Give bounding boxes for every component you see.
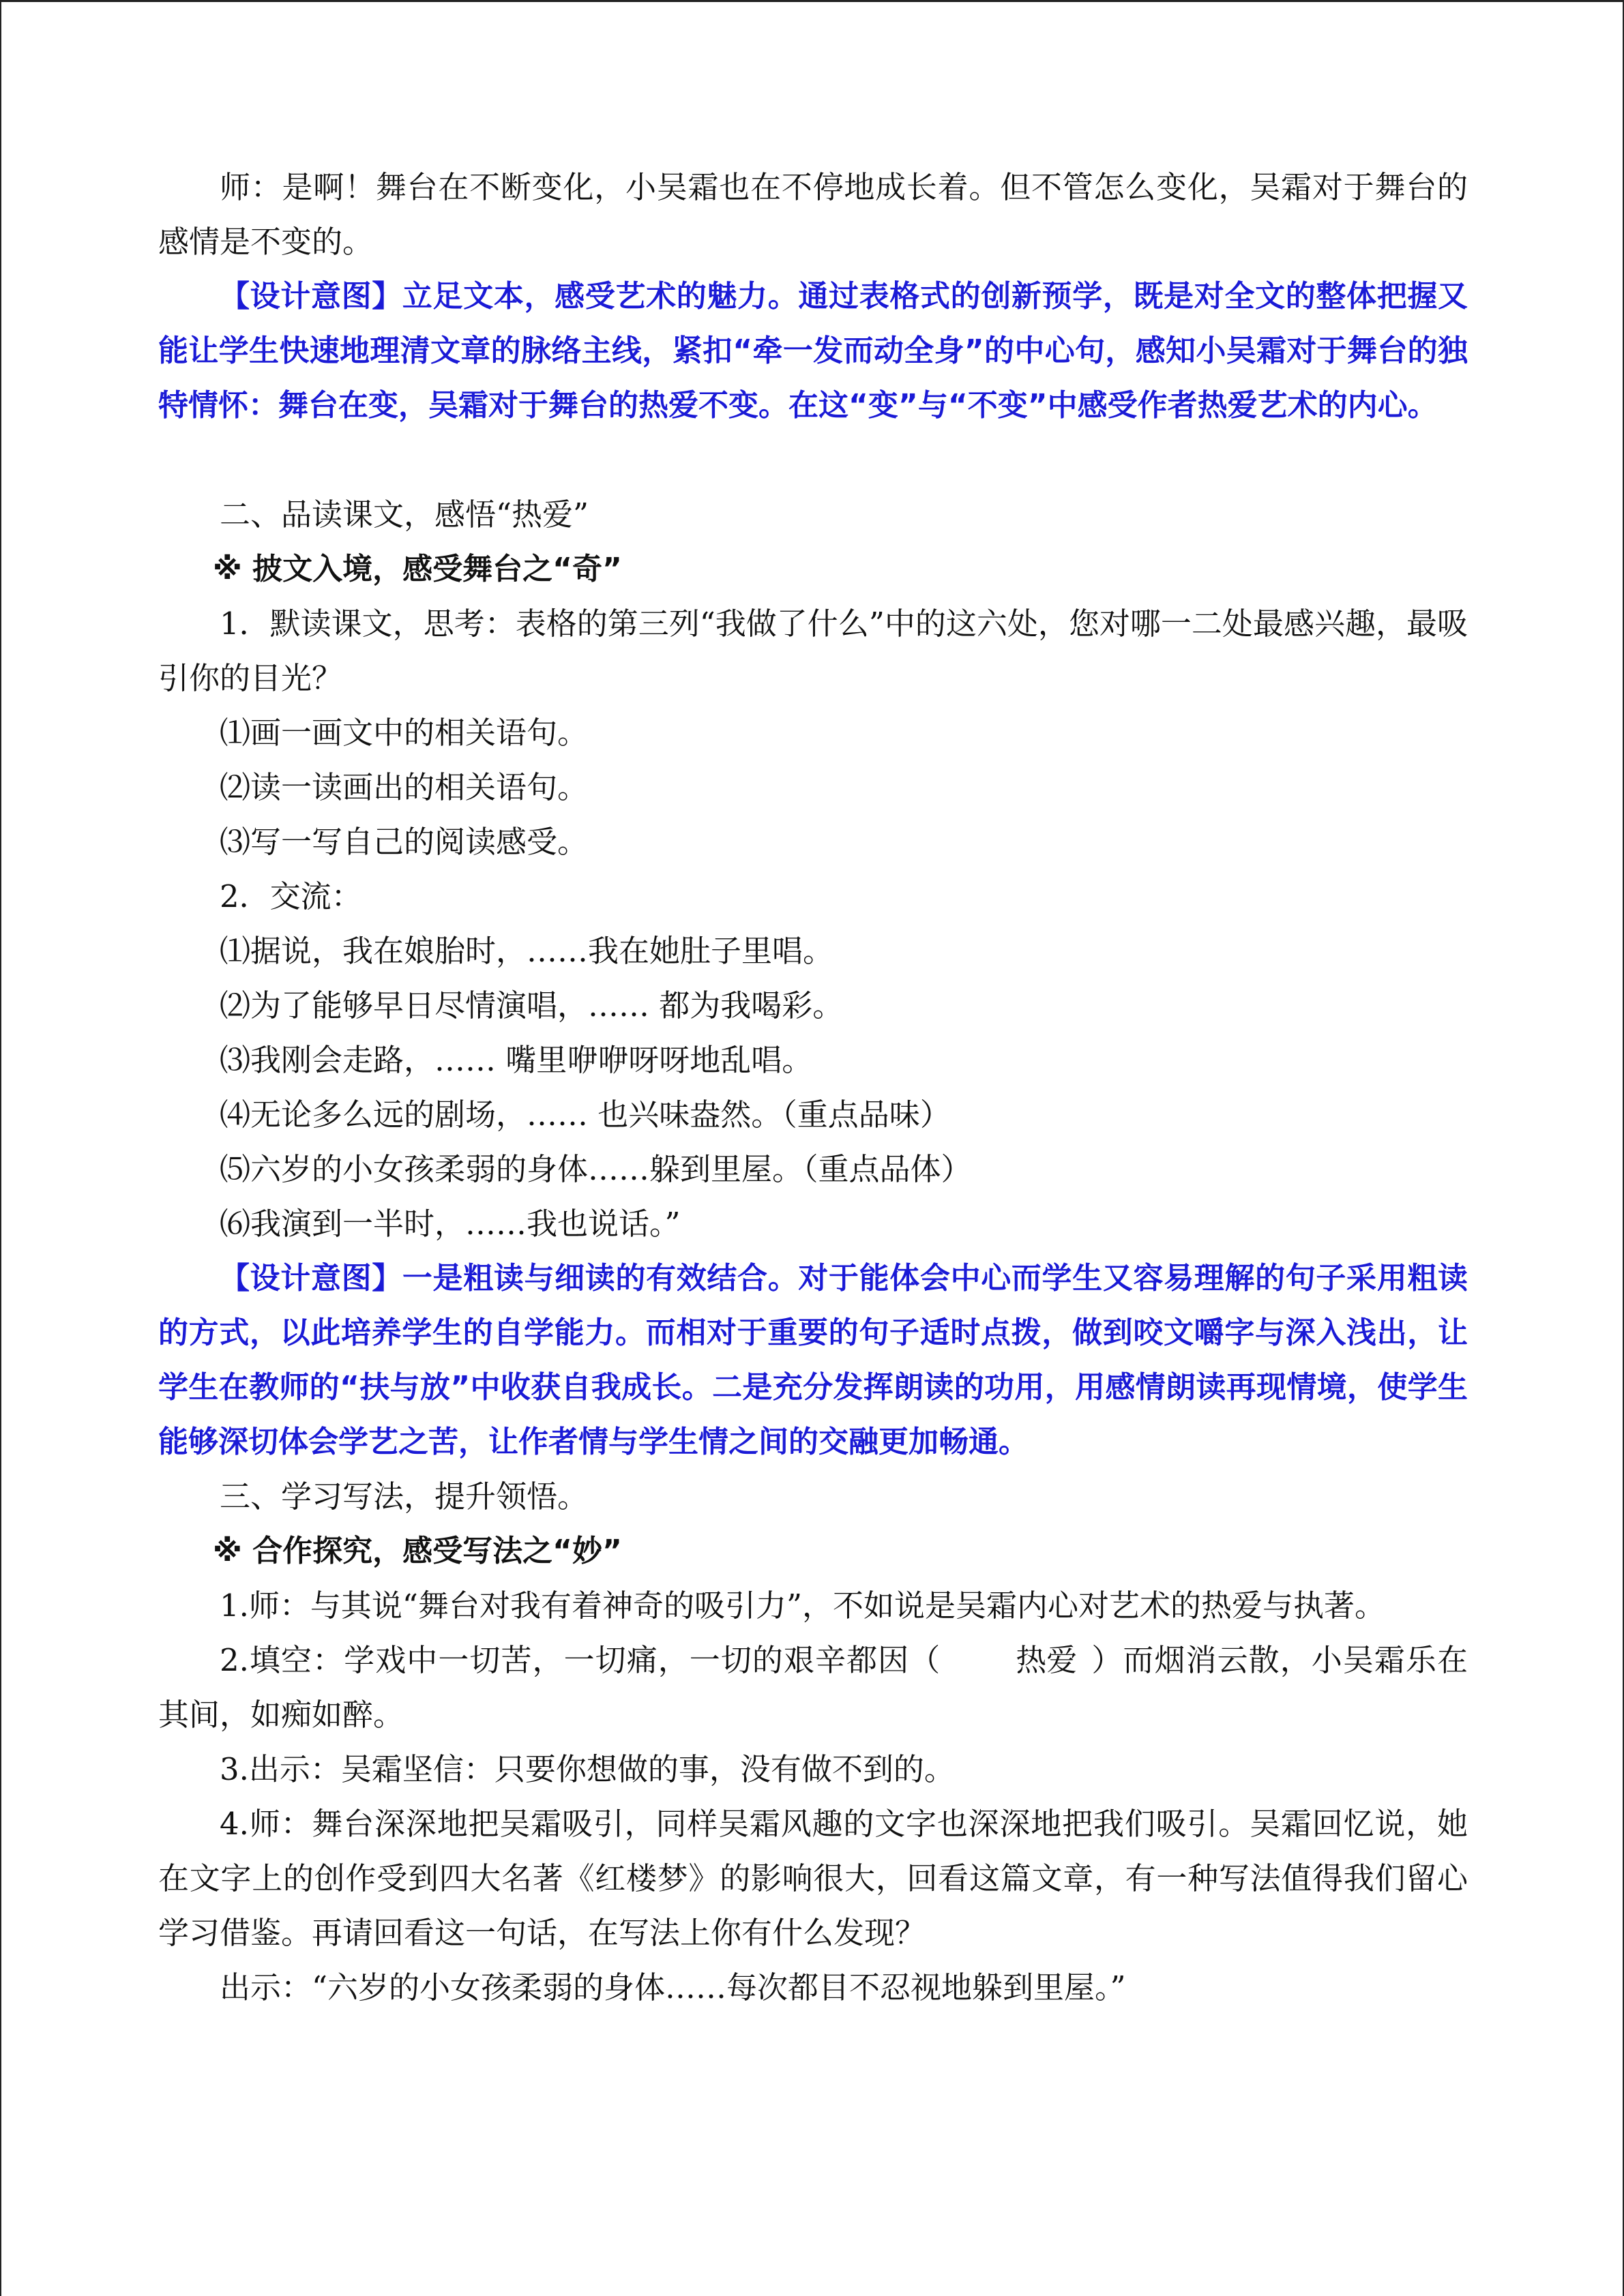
fill-blank-answer: 热爱	[1016, 1642, 1078, 1678]
question-2-item: ⑴据说，我在娘胎时，……我在她肚子里唱。	[220, 933, 834, 969]
question-2-item: ⑷无论多么远的剧场，…… 也兴味盎然。（重点品味）	[220, 1097, 951, 1133]
task-2	[158, 1633, 1468, 1742]
question-2: 2．交流：	[220, 878, 362, 914]
question-2-item: ⑵为了能够早日尽情演唱，…… 都为我喝彩。	[220, 987, 844, 1024]
question-2-item: ⑸六岁的小女孩柔弱的身体……躲到里屋。（重点品体）	[220, 1151, 972, 1187]
task-1: 1.师：与其说“舞台对我有着神奇的吸引力”，不如说是吴霜内心对艺术的热爱与执著。	[220, 1587, 1385, 1624]
design-intent-2: 【设计意图】一是粗读与细读的有效结合。对于能体会中心而学生又容易理解的句子采用粗读的方式，以此培养学生的自学能力。而相对于重要的句子适时点拨，做到咬文嚼字与深入浅出，让学生在教师的“扶与放”中收获自我成长。二是充分发挥朗读的功用，用感情朗读再现情境，使学生能够深切体会学艺之苦，让作者情与学生情之间的交融更加畅通。	[158, 1261, 1468, 1459]
subheading-3: ※ 合作探究，感受写法之“妙”	[213, 1534, 622, 1568]
subheading-2: ※ 披文入境，感受舞台之“奇”	[213, 552, 622, 586]
question-1-item: ⑶写一写自己的阅读感受。	[220, 824, 589, 860]
task-2-text-b: ）而烟消云散，小吴霜乐在其间，如痴如醉。	[158, 1642, 1468, 1733]
task-2-text-a: 2.填空：学戏中一切苦，一切痛，一切的艰辛都因（	[220, 1642, 941, 1678]
question-1-item: ⑵读一读画出的相关语句。	[220, 769, 589, 805]
section-heading-3: 三、学习写法，提升领悟。	[220, 1478, 589, 1515]
question-2-item: ⑶我刚会走路，…… 嘴里咿咿呀呀地乱唱。	[220, 1042, 813, 1078]
task-5-quote: 出示：“六岁的小女孩柔弱的身体……每次都目不忍视地躲到里屋。”	[220, 1969, 1126, 2006]
spacer	[158, 433, 1468, 488]
question-1-item: ⑴画一画文中的相关语句。	[220, 715, 589, 751]
task-4: 4.师：舞台深深地把吴霜吸引，同样吴霜风趣的文字也深深地把我们吸引。吴霜回忆说，她在文字上的创作受到四大名著《红楼梦》的影响很大，回看这篇文章，有一种写法值得我们留心学习借鉴。再请回看这一句话，在写法上你有什么发现？	[158, 1806, 1468, 1951]
section-heading-2: 二、品读课文，感悟“热爱”	[220, 496, 589, 533]
document-body	[158, 160, 1468, 2015]
question-1: 1．默读课文，思考：表格的第三列“我做了什么”中的这六处，您对哪一二处最感兴趣，最吸引你的目光？	[158, 606, 1468, 696]
question-2-item: ⑹我演到一半时，……我也说话。”	[220, 1206, 681, 1242]
design-intent-1: 【设计意图】立足文本，感受艺术的魅力。通过表格式的创新预学，既是对全文的整体把握又能让学生快速地理清文章的脉络主线，紧扣“牵一发而动全身”的中心句，感知小吴霜对于舞台的独特情怀：舞台在变，吴霜对于舞台的热爱不变。在这“变”与“不变”中感受作者热爱艺术的内心。	[158, 279, 1468, 423]
task-3: 3.出示：吴霜坚信：只要你想做的事，没有做不到的。	[220, 1751, 955, 1787]
teacher-remark: 师：是啊！舞台在不断变化，小吴霜也在不停地成长着。但不管怎么变化，吴霜对于舞台的感情是不变的。	[158, 169, 1468, 260]
